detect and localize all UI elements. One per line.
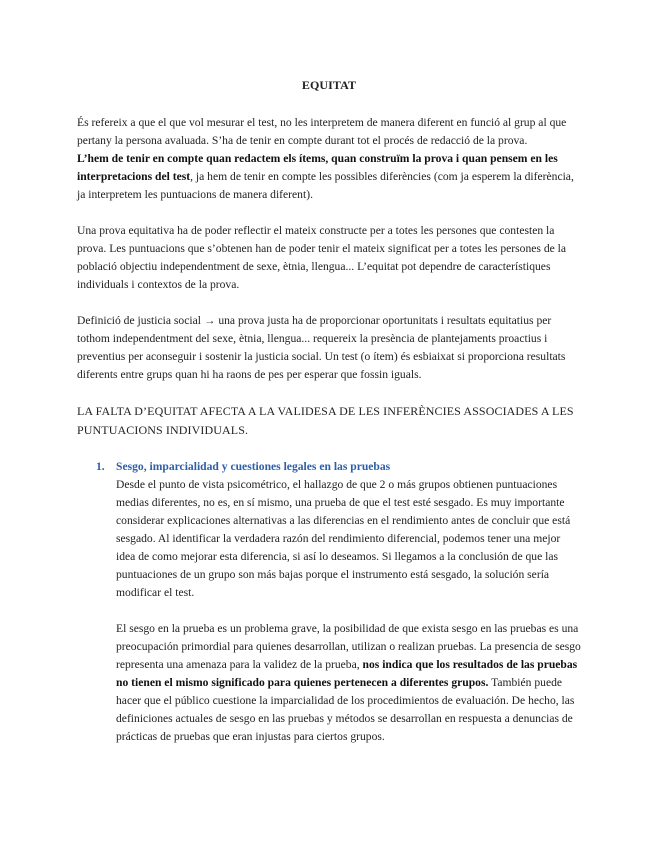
intro-paragraph xyxy=(77,114,581,204)
document-title: EQUITAT xyxy=(301,78,357,92)
paragraph-gap xyxy=(77,294,581,312)
intro-bold-text: L’hem de tenir en compte quan redactem els ítems, quan construïm la prova i quan pensem en les interpretacions del test xyxy=(77,152,558,183)
section-1-body xyxy=(116,476,581,746)
paragraph-gap xyxy=(77,384,581,402)
section-1-heading xyxy=(96,458,581,476)
caps-statement: LA FALTA D’EQUITAT AFECTA A LA VALIDESA DE LES INFERÈNCIES ASSOCIADES A LES PUNTUACIONS INDIVIDUALS. xyxy=(77,404,574,437)
section-1 xyxy=(96,458,581,746)
section-1-paragraph-2-end: También puede hacer que el público cuestione la imparcialidad de los procedimientos de evaluación. De hecho, las definiciones actuales de sesgo en las pruebas y métodos se desarrollan en respuesta a denuncias de prácticas de pruebas que eran injustas para ciertos grupos. xyxy=(116,676,575,743)
section-1-paragraph-2-start: El sesgo en la prueba es un problema grave, la posibilidad de que exista sesgo en las pruebas es una preocupación primordial para quienes desarrollan, utilizan o realizan pruebas. La presencia de sesgo representa una amenaza para la validez de la prueba, xyxy=(116,622,581,671)
social-justice-paragraph: Definició de justicia social → una prova justa ha de proporcionar oportunitats i resultats equitatius per tothom independentment del sexe, ètnia, llengua... requereix la presència de plantejaments proactius i preventius per aconseguir i sostenir la justicia social. Un test (o ítem) és esbiaixat si proporciona resultats diferents entre grups quan hi ha raons de pes per esperar que fossin iguals. xyxy=(77,314,566,381)
section-1-number: 1. xyxy=(96,460,105,473)
section-1-paragraph-1: Desde el punto de vista psicométrico, el hallazgo de que 2 o más grupos obtienen puntuaciones medias diferentes, no es, en sí mismo, una prueba de que el test esté sesgado. Es muy importante considerar explicaciones alternativas a las diferencias en el rendimiento antes de concluir que está sesgado. Al identificar la verdadera razón del rendimiento diferencial, podemos tener una mejor idea de como mejorar esta diferencia, si así lo deseamos. Si llegamos a la conclusión de que las puntuaciones de un grupo son más bajas porque el instrumento está sesgado, la solución sería modificar el test. xyxy=(116,478,571,599)
paragraph-gap xyxy=(116,602,581,620)
intro-rest-text: , ja hem de tenir en compte les possibles diferències (com ja esperem la diferència, ja interpretem les puntuacions de manera diferent). xyxy=(77,170,574,201)
section-1-paragraph-2-bold: nos indica que los resultados de las pruebas no tienen el mismo significado para quienes pertenecen a diferentes grupos. xyxy=(116,658,578,689)
paragraph-gap xyxy=(77,204,581,222)
equity-paragraph: Una prova equitativa ha de poder reflectir el mateix constructe per a totes les persones que contesten la prova. Les puntuacions que s’obtenen han de poder tenir el mateix significat per a totes les persones de la població objectiu independentment de sexe, ètnia, llengua... L’equitat pot dependre de característiques individuals i contextos de la prova. xyxy=(77,224,567,291)
intro-text: És refereix a que el que vol mesurar el test, no les interpretem de manera diferent en funció al grup al que pertany la persona avaluada. S’ha de tenir en compte durant tot el procés de redacció de la prova. xyxy=(77,116,567,147)
section-1-heading-text: Sesgo, imparcialidad y cuestiones legales en las pruebas xyxy=(116,460,391,473)
section-1-paragraph-2 xyxy=(116,620,581,746)
